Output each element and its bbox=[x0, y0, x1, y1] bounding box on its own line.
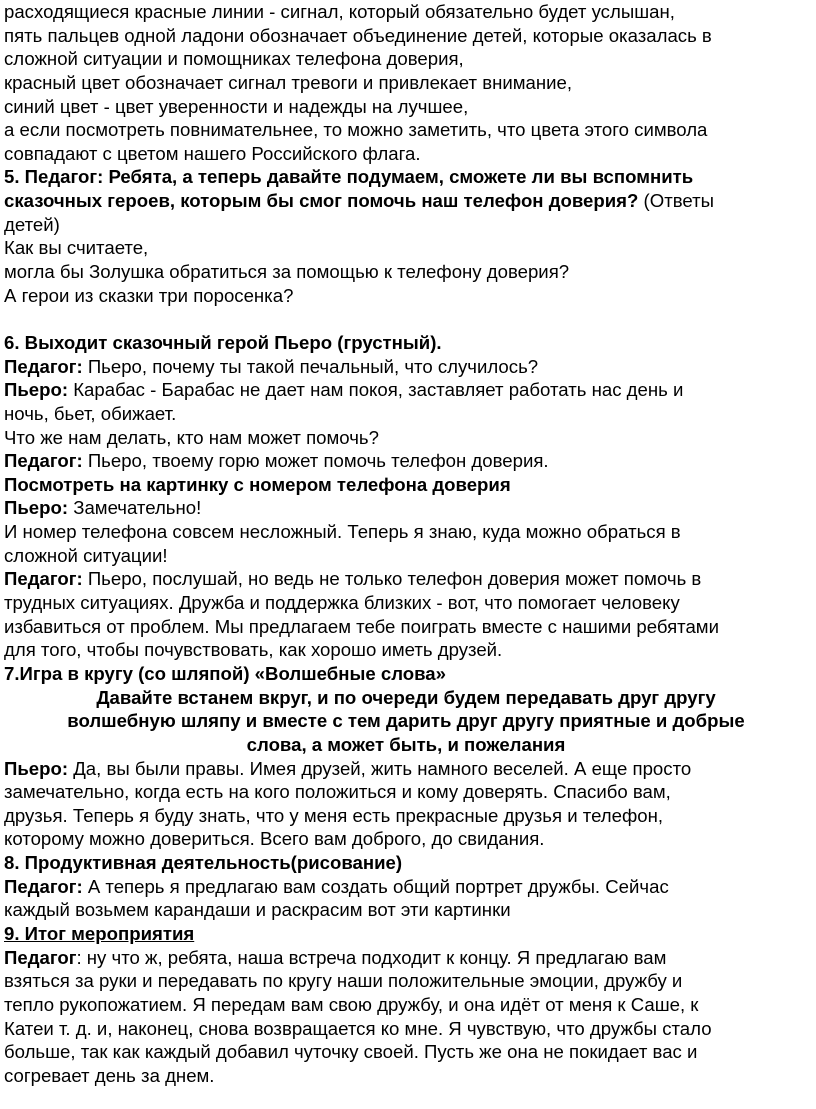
text-line: пять пальцев одной ладони обозначает объединение детей, которые оказалась в bbox=[4, 24, 712, 46]
dialogue-line bbox=[4, 875, 808, 899]
centered-instruction: Давайте встанем вкруг, и по очереди будем передавать друг другу bbox=[96, 686, 716, 708]
text-line: Катеи т. д. и, наконец, снова возвращается ко мне. Я чувствую, что дружбы стало bbox=[4, 1017, 712, 1039]
text-line: И номер телефона совсем несложный. Теперь я знаю, куда можно обраться в bbox=[4, 521, 681, 543]
section-6-heading: 6. Выходит сказочный герой Пьеро (грустный). bbox=[4, 331, 442, 353]
text-line: совпадают с цветом нашего Российского флага. bbox=[4, 142, 421, 164]
text-line: А герои из сказки три поросенка? bbox=[4, 284, 294, 306]
speaker-label: Пьеро: bbox=[4, 379, 69, 401]
speaker-label: Педагог: bbox=[4, 875, 83, 897]
text-line: избавиться от проблем. Мы предлагаем тебе поиграть вместе с нашими ребятами bbox=[4, 615, 719, 637]
speech-text: А теперь я предлагаю вам создать общий портрет дружбы. Сейчас bbox=[82, 875, 669, 897]
text-line: детей) bbox=[4, 213, 60, 235]
text-line: замечательно, когда есть на кого положиться и кому доверять. Спасибо вам, bbox=[4, 781, 671, 803]
section-9-heading: 9. Итог мероприятия bbox=[4, 922, 195, 944]
speech-text: Карабас - Барабас не дает нам покоя, заставляет работать нас день и bbox=[68, 379, 684, 401]
text-line: Как вы считаете, bbox=[4, 237, 149, 259]
text-line: друзья. Теперь я буду знать, что у меня есть прекрасные друзья и телефон, bbox=[4, 804, 664, 826]
dialogue-line bbox=[4, 567, 808, 591]
instruction-line: Посмотреть на картинку с номером телефона доверия bbox=[4, 473, 511, 495]
text-line: ночь, бьет, обижает. bbox=[4, 402, 177, 424]
dialogue-line bbox=[4, 355, 808, 379]
text-line: могла бы Золушка обратиться за помощью к телефону доверия? bbox=[4, 261, 570, 283]
blank-line bbox=[4, 307, 808, 331]
section-7-heading: 7.Игра в кругу (со шляпой) «Волшебные слова» bbox=[4, 662, 446, 684]
speaker-label: Педагог bbox=[4, 946, 77, 968]
speech-text: Пьеро, почему ты такой печальный, что случилось? bbox=[82, 355, 539, 377]
text-line: взяться за руки и передавать по кругу наши положительные эмоции, дружбу и bbox=[4, 970, 683, 992]
text-line: Что же нам делать, кто нам может помочь? bbox=[4, 426, 379, 448]
text-line: сложной ситуации! bbox=[4, 544, 168, 566]
speech-text: : ну что ж, ребята, наша встреча подходит к концу. Я предлагаю вам bbox=[76, 946, 667, 968]
text-line: а если посмотреть повнимательнее, то можно заметить, что цвета этого символа bbox=[4, 119, 708, 141]
text-line: тепло рукопожатием. Я передам вам свою дружбу, и она идёт от меня к Саше, к bbox=[4, 993, 699, 1015]
speaker-label: Педагог: bbox=[4, 450, 83, 472]
answers-note: (Ответы bbox=[638, 190, 714, 212]
speech-text: Пьеро, твоему горю может помочь телефон доверия. bbox=[82, 450, 549, 472]
speech-text: Да, вы были правы. Имея друзей, жить намного веселей. А еще просто bbox=[68, 757, 692, 779]
text-line: для того, чтобы почувствовать, как хорошо иметь друзей. bbox=[4, 639, 503, 661]
centered-instruction: слова, а может быть, и пожелания bbox=[246, 733, 566, 755]
dialogue-line bbox=[4, 757, 808, 781]
section-5-question: сказочных героев, которым бы смог помочь наш телефон доверия? bbox=[4, 190, 639, 212]
text-line: которому можно довериться. Всего вам доброго, до свидания. bbox=[4, 828, 545, 850]
speaker-label: Педагог: bbox=[4, 355, 83, 377]
dialogue-line bbox=[4, 378, 808, 402]
text-line: каждый возьмем карандаши и раскрасим вот эти картинки bbox=[4, 899, 511, 921]
speaker-label: Педагог: bbox=[4, 568, 83, 590]
text-line bbox=[4, 189, 808, 213]
dialogue-line bbox=[4, 449, 808, 473]
text-line: синий цвет - цвет уверенности и надежды на лучшее, bbox=[4, 95, 469, 117]
dialogue-line bbox=[4, 946, 808, 970]
text-line: красный цвет обозначает сигнал тревоги и привлекает внимание, bbox=[4, 71, 573, 93]
text-line: трудных ситуациях. Дружба и поддержка близких - вот, что помогает человеку bbox=[4, 592, 680, 614]
text-line: сложной ситуации и помощниках телефона доверия, bbox=[4, 48, 464, 70]
centered-instruction: волшебную шляпу и вместе с тем дарить друг другу приятные и добрые bbox=[67, 710, 745, 732]
speech-text: Пьеро, послушай, но ведь не только телефон доверия может помочь в bbox=[82, 568, 702, 590]
speaker-label: Пьеро: bbox=[4, 757, 69, 779]
text-line: расходящиеся красные линии - сигнал, который обязательно будет услышан, bbox=[4, 1, 675, 22]
text-line: согревает день за днем. bbox=[4, 1064, 215, 1086]
speaker-label: Пьеро: bbox=[4, 497, 69, 519]
dialogue-line bbox=[4, 496, 808, 520]
text-line: больше, так как каждый добавил чуточку своей. Пусть же она не покидает вас и bbox=[4, 1041, 698, 1063]
section-5-heading: 5. Педагог: Ребята, а теперь давайте подумаем, сможете ли вы вспомнить bbox=[4, 166, 694, 188]
speech-text: Замечательно! bbox=[68, 497, 202, 519]
section-8-heading: 8. Продуктивная деятельность(рисование) bbox=[4, 852, 403, 874]
